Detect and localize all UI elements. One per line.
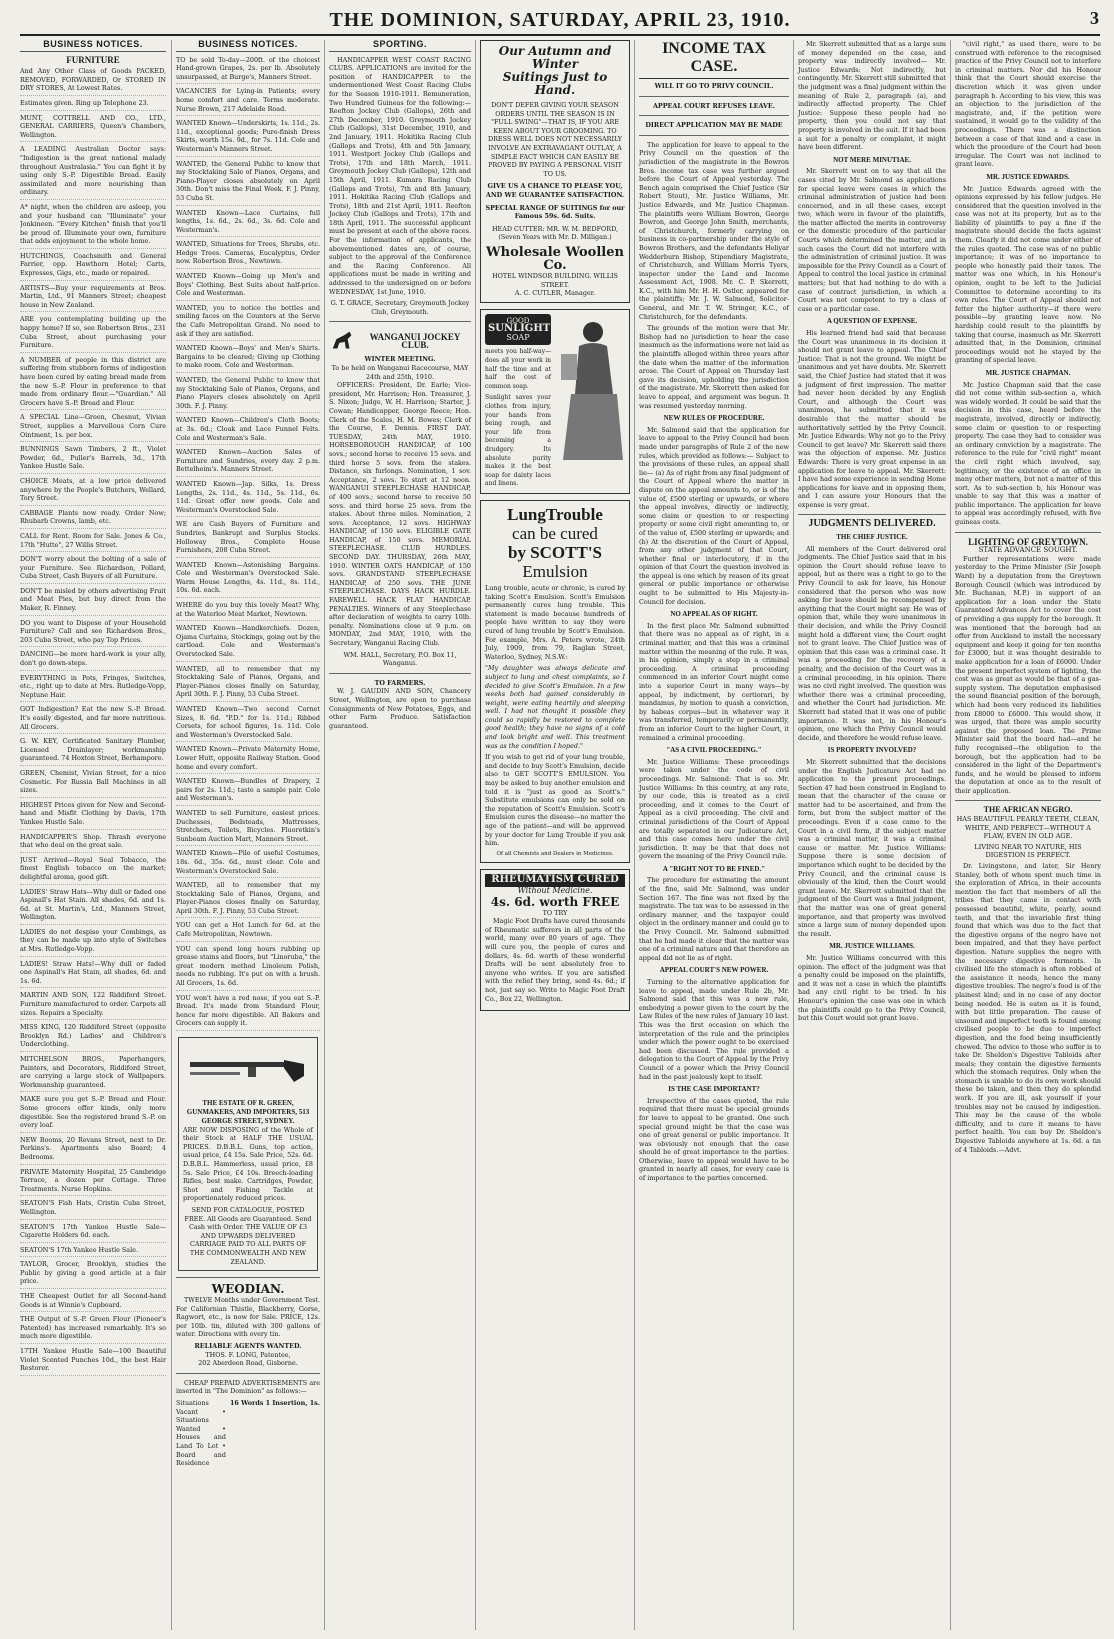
negro-subheading: HAS BEAUTIFUL PEARLY TEETH, CLEAN, WHITE, AND PERFECT—WITHOUT A FLAW, EVEN IN OLD AGE. [956, 815, 1100, 841]
classified-ad: THE Output of S.-P. Green Flour (Pioneer's Patented) has increased remarkably. It's so much more digestible. [20, 1315, 166, 1344]
classified-ad: TO be sold To-day—200ft. of the choicest Hand-grown Grapes, 2s. per lb. Absolutely unsurpassed, at Burge's, Manners Street. [176, 56, 320, 85]
article-sub-2: APPEAL COURT REFUSES LEAVE. [652, 101, 776, 110]
estate-body: ARE NOW DISPOSING of the Whole of their Stock at HALF THE USUAL PRICES. D.B.B.L. Guns, top action, usual price, £4 15s. Sale Price, 52s. 6d. D.B.B.L. Hammerless, usual price, £8 5s. Sale Price, £4 10s. Breech-loading Rifles, best make. Cartridges, Powder, Shot and Fishing Tackle at proportionately reduced prices. [183, 1125, 313, 1203]
edwards-heading: MR. JUSTICE EDWARDS. [986, 172, 1070, 181]
prepaid-price: 16 Words 1 Insertion, 1s. [229, 1399, 320, 1408]
classified-ad: WANTED Known—Auction Sales of Furniture and Sundries, every day. 2 p.m. Bettelheim's. Manners Street. [176, 448, 320, 477]
expense-heading: A QUESTION OF EXPENSE. [826, 317, 918, 326]
soap-word: SOAP [506, 332, 530, 342]
classified-ad: LADIES! Straw Hats!—Why dull or faded one Aspinall's Hat Stain, all shades, 6d. and 1s. 6d. [20, 960, 166, 989]
soap-top: GOOD [506, 316, 530, 325]
classified-ad: PRIVATE Maternity Hospital, 25 Cambridge Terrace, a dozen per Cottage. Three Treatments. Nurse Hopkins. [20, 1168, 166, 1197]
right-not-fined-heading: A "RIGHT NOT TO BE FINED." [662, 864, 766, 873]
scott-line-3: by SCOTT'S [507, 542, 602, 562]
column-income-tax [634, 40, 793, 1630]
soap-body: meets you half-way—does all your work in half the time and at half the cost of common soap. [485, 348, 551, 390]
manager: A. C. CUTLER, Manager. [514, 289, 596, 298]
article-title: INCOME TAX CASE. [662, 40, 766, 75]
suitings-headline-1: Our Autumn and Winter [498, 44, 612, 71]
classified-ad: TAYLOR, Grocer, Brooklyn, studies the Public by giving a good article at a fair price. [20, 1260, 166, 1289]
classified-ad: HIGHEST Prices given for New and Second-hand and Misfit Clothing by Davis, 17th Yankee Hustle Sale. [20, 801, 166, 830]
scott-line-2: can be cured [512, 523, 598, 543]
column-display-ads [475, 40, 634, 1630]
classified-ad: LADIES do not despise your Combings, as they can be made up into style of Switches at Mrs. Rutledge-Vopp. [20, 928, 166, 957]
classified-ad: WANTED, you to notice the bottles and smiling faces on the Counters at the Serve the Cafe Metropolitan Grand. No need to ask if they are satisfied. [176, 304, 320, 341]
classified-ad: WE are Cash Buyers of Furniture and Sundries, Bankrupt and Surplus Stocks. Holloway Bros., Complete House Furnishers, 208 Cuba Street. [176, 520, 320, 557]
column-income-tax-cont [793, 40, 950, 1630]
masthead-rule [20, 34, 1100, 36]
classified-ad: BUNNINGS Sawn Timbers, 2 ft., Violet Powder, 6d., Puller's Barrels, 3d., 17th Yankee Hustle Sale. [20, 445, 166, 474]
property-heading: IS PROPERTY INVOLVED? [827, 746, 917, 755]
classified-ads-list [176, 56, 320, 1031]
classified-ad: HUTCHINGS, Coachsmith and General Farrier, opp. Hawthorn Hotel; Carts, Expresses, Gigs, etc., made or repaired. [20, 252, 166, 281]
wanganui-subheading: WINTER MEETING. [364, 355, 436, 364]
classified-ad: WANTED Known—Underskirts, 1s. 11d., 2s. 11d., exceptional goods; Pure-finish Dress Skirts, worth 15s. 9d., for 7s. 11d. Cole and Westerman's Manners Street. [176, 119, 320, 156]
williams-heading: MR. JUSTICE WILLIAMS. [829, 942, 915, 951]
negro-heading: THE AFRICAN NEGRO. [983, 805, 1073, 815]
article-body-11: His learned friend had said that because the Court was unanimous in its decision it should not grant leave to appeal. The Chief Justice: That is not the ground. We might be unanimous and yet have doubts. Mr. Skerrett said, the Chief Justice had stated that it was a judgment of first impression. The matter had never been decided by any English Court, and although the Court was unanimous, he submitted that it was desirable that the matter should be authoritatively settled by the Privy Council. Mr. Justice Edwards: Why not go to the Privy Council to get leave? Mr. Skerrett said there was the objection of expense. Mr. Justice Edwards: There is very great expense in an application for leave to appeal. Mr. Skerrett: I have had some experience in sending Home applications for leave and in opposing them, and I can assure your Honours that the expense is very great. [798, 329, 946, 509]
classified-ad: JUST Arrived—Royal Seal Tobacco, the finest English tobacco on the market; delightful aroma, good gift. [20, 856, 166, 885]
estate-title: THE ESTATE OF R. GREEN, GUNMAKERS, AND IMPORTERS, 513 GEORGE STREET, SYDNEY. [186, 1098, 310, 1125]
classified-ad: WANTED Known—Children's Cloth Boots; at 3s. 6d.; Cloak and Lace Funnel Felts. Cole and Westerman's Sale. [176, 416, 320, 445]
article-body-12: All members of the Court delivered oral judgments. The Chief Justice said that in his opinion the Court should refuse leave to appeal, but as there was a right to go to the Privy Council to ask for leave, his Honour considered that the person who was now asking for leave should be recompensed by anything that the Court might say. He was of opinion that, while they were unanimous in their decision, and while the Privy Council might hold a different view, the Court ought not to grant leave. The Chief Justice was of opinion that this case was a criminal case. It was a proceeding for the recovery of a penalty, and the decision of the Court was in a criminal proceeding, in his opinion. There was no civil right involved. The question was whether there was a criminal proceeding, and whether the Court had jurisdiction. Mr. Skerrett had stated that it was one of public importance. It was not, in his Honour's opinion, one which the Privy Council would decide, and therefore he would refuse leave. [798, 544, 946, 742]
column-heading: SPORTING. [329, 40, 471, 52]
article-body-9: Mr. Skerrett submitted that as a large sum of money depended on the case, and property was indirectly involved— Mr. Justice Edwards: Not indirectly, but contingently. Mr. Skerrett still submitted that the judgment was a final judgment within the meaning of Rule 2, paragraph (a), and indirectly affected property. The Chief Justice: Suppose these people had no property, then you could not say that property is involved in the suit. If it had been a suit for a penalty or complaint, it might have been different. [798, 40, 946, 152]
classified-ad: WANTED Known—Two second Cornet Sizes, 8. 6d. "P.D." for 1s. 11d.; Ribbed Corsets, for school figures, 1s. 11d. Cole and Westerman's Overstocked Sale. [176, 705, 320, 742]
article-body-16: Mr. Justice Edwards agreed with the opinions expressed by his fellow judges. He considered that the question involved in the case was not at its property, but as to the liability of plaintiffs to pay a fine if the magistrate should decide the facts against them. Clearly it did not come under either of the rules quoted. The case was of no public importance; it was of no importance to people who honestly paid their taxes. The matter was one which, in his Honour's opinion, ought to be left to the Judicial Committee to determine according to its own rules. The Court of Appeal should not fetter the higher authority—if there were possible—by granting leave now. No hardship could result to the plaintiffs by taking that course, inasmuch as Mr. Skerrett admitted that, in the Dominion, criminal proceedings would not be stayed by the granting of special leave. [955, 184, 1101, 365]
special-range: SPECIAL RANGE OF SUITINGS for our Famous 59s. 6d. Suits. [485, 203, 625, 221]
horse-icon [329, 327, 355, 355]
weodian-body: TWELVE Months under Government Test. For Californian Thistle, Blackberry, Gorse, Ragwort, etc., is now for Sale. PRICE, 12s. per 10lb. tin, diluted with 300 gallons of water. Directions with every tin. [176, 1296, 320, 1339]
greytown-body: Further representations were made yesterday to the Prime Minister (Sir Joseph Ward) by a deputation from the Greytown Borough Council (which was introduced by Mr. Buchanan, M.P.) in support of an application for a loan under the State Guaranteed Advances Act to cover the cost of providing a gas supply for the borough. It was mentioned that the borough had an offer from Auckland to install the necessary equipment and keep it going for ten months for £3000, but it was thought desirable to make application for a loan of £6000. Under the present imperfect system of lighting, the cost was as great as would be that of a gas-supply system. The deputation emphasised the sound financial position of the borough, which had been very reduced its liabilities from £8000 to £6000. This would show, it was urged, that there was ample security against the proposed loan. The Prime Minister said that the board had—and he fully recognised—the obligation to the borough, but the application had to be considered in the light of the Department's funds, and he would be pleased to inform the deputation at once as to the result of their application. [955, 554, 1101, 795]
classified-ad: SEATON'S 17th Yankee Hustle Sale—Cigarette Holders 6d. each. [20, 1223, 166, 1243]
weodian-heading: WEODIAN. [211, 1282, 285, 1297]
classified-ad: MAKE sure you get S.-P. Bread and Flour. Some grocers offer kinds, only more digestible. See the registered brand S.-P. on every loaf. [20, 1095, 166, 1132]
article-body-3: Mr. Salmond said that the application for leave to appeal to the Privy Council had been made under paragraphs of Rule 2 of the new rules, which provided as follows:— Subject to the provisions of these rules, an appeal shall lie— (a) As of right from any final judgment of the Court of Appeal where the matter in dispute on the appeal amounts to, or is of the value of, £500 sterling or upwards, or where the appeal involves, directly or indirectly, some claim or question to or respecting property or some civil right amounting to, or of the value of, £500 sterling or upwards; and (b) At the discretion of the Court of Appeal, from any other judgment of that Court, whether final or interlocutory, if in the opinion of that Court the question involved in the appeal is one which by reason of its great general or public importance or otherwise ought to be submitted to His Majesty-in-Council for decision. [639, 425, 789, 606]
newspaper-page [20, 8, 1100, 1633]
club-signature: G. T. GRACE, Secretary, Greymouth Jockey Club, Greymouth. [330, 299, 470, 316]
chief-justice-heading: THE CHIEF JUSTICE. [836, 533, 908, 542]
classified-ad: YOU can get a Hot Lunch for 6d. at the Cafe Metropolitan, Newtown. [176, 921, 320, 941]
chapman-heading: MR. JUSTICE CHAPMAN. [985, 368, 1071, 377]
civil-proceeding-heading: "AS A CIVIL PROCEEDING." [666, 746, 762, 755]
soap-body-2: Sunlight saves your clothes from injury, your hands from being rough, and your life from becoming a drudgery. Its absolute purity makes it the best soap for dainty laces and linens. [485, 394, 551, 488]
handicapper-notice: HANDICAPPER WEST COAST RACING CLUBS. APPLICATIONS are invited for the position of HANDICAPPER to the undermentioned West Coast Racing Clubs for the Season 1910-1911. Remuneration, Two Hundred Guineas for the following:— Reefton Jockey Club (Gallops), 26th and 27th December, 1910. Greymouth Jockey Club (Gallops), 31st December, 1910, and 2nd January, 1911. Hokitika Racing Club (Gallops and Trots), 4th and 5th January, 1911. Westport Jockey Club (Gallops and Trots), 17th and 18th March, 1911. Greymouth Jockey Club (Gallops), 12th and 15th April, 1911. Kumara Racing Club (Gallops and Trots), 7th and 8th January, 1911. Hokitika Racing Club (Gallops and Trots), 18th and 21st April, 1911. Reefton Jockey Club (Gallops and Trots), 17th and 18th April, 1911. The successful applicant must be present at each of the above races. For the information of applicants, the abovementioned dates are, of course, subject to the approval of the Conference and the Racing Conference. All applications must be made in writing and addressed to the undersigned on or before WEDNESDAY, 1st June, 1910. [329, 55, 471, 296]
wanganui-body: OFFICERS: President, Dr. Earle; Vice-president, Mr. Harrison; Hon. Treasurer, J. S. Nixon; Judge, W. H. Harrison; Starter, J. Cowan; Handicapper, George Reece; Hon. Clerk of the Scales, H. M. Bowes; Clerk of the Course, F. Dennis. FIRST DAY. TUESDAY, 24th MAY, 1910. HORSEBOROUGH HANDICAP, of 100 sovs.; second horse to receive 15 sovs. and third horse 5 sovs. from the stakes. Distance, six furlongs. Nomination, 1 sov. Acceptance, 2 sovs. To start at 12 noon. WANGANUI STEEPLECHASE HANDICAP, of 400 sovs.; second horse to receive 50 sovs. and third horse 25 sovs. from the stakes. About three miles. Nomination, 2 sovs. Acceptance, 12 sovs. HIGHWAY HANDICAP, of 150 sovs. ELIGIBLE GATE HANDICAP, of 150 sovs. MEMORIAL STEEPLECHASE. CLUB HURDLES. SECOND DAY. THURSDAY, 26th MAY, 1910. WINTER OATS HANDICAP, of 150 sovs. GRANDSTAND STEEPLECHASE HANDICAP, of 250 sovs. THE JUNE STEEPLECHASE. DAYS HACK HURDLE. FAREWELL HACK FLAT HANDICAP. PENALTIES. Winners of any Steeplechase after declaration of weights to carry 10lb. penalty. Nominations close at 9 p.m. on MONDAY, 2nd MAY, 1910, with the Secretary, Wanganui Racing Club. [329, 381, 471, 647]
wholesale-address: HOTEL WINDSOR BUILDING. WILLIS STREET. [492, 271, 618, 289]
classified-ad: ARE you contemplating building up the happy home? If so, see Robertson Bros., 231 Cuba Street, about purchasing your Furniture. [20, 315, 166, 352]
prepaid-categories: Situations Vacant • Situations Wanted • Houses and Land To Let • Board and Residence [176, 1399, 226, 1468]
scott-body: Lung trouble, acute or chronic, is cured by taking Scott's Emulsion. Scott's Emulsion permanently cures lung trouble. This statement is made because hundreds of people have written to say they were cured of lung trouble by Scott's Emulsion. For example, Mrs. A. Peters wrote, 24th July, 1909, from 79, Raglan Street, Waterloo, Sydney, N.S.W.: [485, 583, 625, 661]
agent-name: THOS. F. LONG, Patentee, [205, 1350, 291, 1359]
judgments-heading: JUDGMENTS DELIVERED. [808, 518, 936, 530]
rheumatism-ad [480, 869, 630, 1011]
article-body-15: "civil right," as used there, were to be construed with reference to the recognised practice of the Privy Council not to interfere in criminal matters. Nor did his Honour think that the Court should exercise the discretion which it was given under paragraph b. According to his view, this was an objection to the jurisdiction of the magistrate, and, if the petition were sustained, it would go to the validity of the proceedings. There was a distinction between a case of that kind and a case in which the procedure of the Court had been irregular. The Court was not inclined to grant leave. [955, 40, 1101, 169]
rheum-heading: RHEUMATISM CURED [485, 874, 625, 887]
masthead-title: THE DOMINION, SATURDAY, APRIL 23, 1910. [329, 8, 791, 31]
classified-ad: MUNT, COTTRELL AND CO., LTD., GENERAL CARRIERS, Queen's Chambers, Wellington. [20, 114, 166, 143]
article-body-8: Irrespective of the cases quoted, the rule required that there must be special grounds for leave to appeal to be granted. One such special ground might be that the case was one of great general or public importance. It was obviously not enough that the case should be of great importance to the parties. Otherwise, leave to appeal would have to be granted in nearly all cases, for every case is of importance to the parties concerned. [639, 1096, 789, 1183]
classified-ad: 17TH Yankee Hustle Sale—100 Beautiful Violet Scented Punches 10d., the best Hair Restorer. [20, 1347, 166, 1376]
article-body-13: Mr. Skerrett submitted that the decisions under the English Judicature Act had no application to the present proceedings. Section 47 had been construed in England to mean that the character of the cause or matter had to be ascertained, and from the form, but from the subject matter of the proceedings. Even if a case came to the Court in a civil form, if the subject matter was a criminal matter, it was a criminal cause or matter. Mr. Justice Williams: Suppose there is some decision of importance which ought to be decided by the Privy Council, and the criminal cause is obviously of the kind, then the Court would grant leave. Mr. Skerrett submitted that the judgment of the Court was a final judgment, that the matter was one of great general importance, and that property was involved since a large sum of money depended upon the result. [798, 757, 946, 938]
scott-footer: Of all Chemists and Dealers in Medicines. [496, 850, 614, 857]
rheum-try: TO TRY [542, 908, 568, 917]
article-body-17: Mr. Justice Chapman said that the case did not come within sub-section a, which was widely worded. It could be said that the decision in this case, heard before the magistrate, involved, directly or indirectly, some claim or question to or respecting property. The case they had to consider was an ordinary conviction by a magistrate. The reference to the rule for "civil right" meant the civil right which involved, say, legitimacy, or the existence of an office in many other matters, but not a matter of this sort. As to sub-section b, his Honour was unable to say that this was a matter of public importance. The application for leave to appeal was accordingly refused, with five guineas costs. [955, 380, 1101, 527]
rheum-sub: Without Medicine. [517, 885, 593, 895]
estate-ad [178, 1037, 318, 1271]
classified-ad: WANTED Known—Pile of useful Costumes, 18s. 6d., 35s. 6d., must clear. Cole and Westerman's Overstocked Sale. [176, 849, 320, 878]
classified-ad: And Any Other Class of Goods PACKED, REMOVED, FORWARDED, Or STORED IN DRY STORES, At Lowest Rates. [20, 67, 166, 96]
farmers-heading: TO FARMERS. [374, 678, 426, 687]
classified-ad: A* night, when the children are asleep, you and your husband can "Illuminate" your Jonkineen. "Every Kitchen" finish that you'll be proud of. Illuminate your own, furniture that adds enjoyment to the whole home. [20, 203, 166, 249]
head-cutter: HEAD CUTTER: MR. W. M. BEDFORD, (Seven Years with Mr. D. Milligan.) [491, 224, 619, 242]
classified-ad: WANTED, the General Public to know that my Stocktaking Sale of Pianos, Organs, and Piano Players closes absolutely on April 30th. F. J. Pinny. [176, 376, 320, 413]
agent-address: 202 Aberdeen Road, Gisborne. [198, 1359, 298, 1368]
classified-ad: WANTED Known—Going up Men's and Boys' Clothing. Best Suits about half-price. Cole and Westerman. [176, 272, 320, 301]
give-chance: GIVE US A CHANCE TO PLEASE YOU, AND WE GUARANTEE SATISFACTION. [485, 182, 625, 199]
wanganui-intro: To be held on Wanganui Racecourse, MAY 24th and 25th, 1910. [331, 364, 469, 381]
suitings-body: DON'T DEFER GIVING YOUR SEASON ORDERS UNTIL THE SEASON IS IN "FULL SWING"—THAT IS, IF YOU ARE KEEN ABOUT YOUR GROOMING. TO DRESS WELL DOES NOT NECESSARILY INVOLVE AN EXTRAVAGANT OUTLAY, A SIMPLE FACT WHICH CAN EASILY BE PROVED BY PAYING A PERSONAL VISIT TO US. [487, 101, 623, 178]
classified-ad: WANTED, all to remember that my Stocktaking Sale of Pianos, Organs, and Player-Pianos closes finally on Saturday, April 30th. F. J. Pinny, 53 Cuba Street. [176, 665, 320, 702]
new-rules-heading: NEW RULES OF PROCEDURE. [663, 414, 765, 423]
farmers-body: W. J. GAUDIN AND SON, Chancery Street, Wellington, are open to purchase Consignments of New Potatoes, Eggs, and other Farm Produce. Satisfaction guaranteed. [329, 687, 471, 730]
classified-ad: ARTISTS—Buy your requirements at Bros. Martin, Ltd., 91 Manners Street; cheapest house in New Zealand. [20, 284, 166, 313]
soap-brand: SUNLIGHT [488, 323, 551, 335]
column-heading: BUSINESS NOTICES. [20, 40, 166, 52]
column-heading: BUSINESS NOTICES. [176, 40, 320, 52]
classified-ad: LADIES' Straw Hats—Why dull or faded one Aspinall's Hat Stain. All shades, 6d. and 1s. 6d. at St. Martin's, Ltd., Manners Street, Wellington. [20, 888, 166, 925]
wanganui-heading: WANGANUI JOCKEY CLUB. [369, 331, 461, 351]
suitings-headline-2: Suitings Just to Hand. [502, 70, 608, 97]
greytown-heading: LIGHTING OF GREYTOWN. [968, 536, 1088, 547]
column-sporting [324, 40, 475, 1630]
classified-ad: MITCHELSON BROS., Paperhangers, Painters, and Decorators, Riddiford Street, are carrying a large stock of Wallpapers. Workmanship guaranteed. [20, 1055, 166, 1092]
classified-ad: WANTED, the General Public to know that my Stocktaking Sale of Pianos, Organs, and Piano-Player closes absolutely on April 30th. Don't miss the Final Week. F. J. Pinny, 53 Cuba St. [176, 160, 320, 206]
negro-body: Dr. Livingstone, and later, Sir Henry Stanley, both of whom spent much time in the exploration of Africa, in their accounts mention the fact that members of all the tribes that they came in contact with possessed beautiful, white, pearly, sound teeth, and that the invariable first thing found that which was due to the fact that the digestive organs of the negro have not been impaired, and that they have perfect digestion. Nature supplies the negro with the necessary digestive ferments. In civilised life the stomach is often robbed of the assistance it needs, hence the many digestive troubles. The negro's food is of the plainest kind; and in no case of any doctor being needed. He is eaten as it is found, with but little preparation. The cause of unsound and imperfect teeth is found among civilised people to be due to imperfect digestion, and the food being insufficiently chewed. The advice to those who suffer is to take Dr. Sheldon's Digestive Tabloids after meals; they contain the digestive ferments which the stomach requires. Only when the stomach is unable to do its own work should these be taken, and then they do splendid work. If you are ill, ask yourself if your troubles may not be caused by indigestion. This may be the cause of the whole difficulty, and to cure it means to have perfect health. You can buy Dr. Sheldon's Digestive Tabloids anywhere at 1s. 6d. a tin of 4 Tabloids.—Advt. [955, 862, 1101, 1154]
rheum-body: Magic Foot Drafts have cured thousands of Rheumatic sufferers in all parts of the world, many over 80 years of age. They will cure you, the people of cures and dollars, 4s. 6d. worth of these wonderful Drafts will be sent absolutely free to anyone who writes. If you are satisfied with the relief they bring, send 4s. 6d.; if not, just say so. Write to Magic Foot Draft Co., Box 22, Wellington. [485, 917, 625, 1003]
scott-quote: "My daughter was always delicate and subject to lung and chest complaints, so I decided to give Scott's Emulsion. In a few weeks both had gained considerably in weight, were eating heartily and sleeping well. I had not thought it possible they could so rapidly be restored to complete good health; they have no signs of a cold and look bright and well. This treatment was as the condition I hoped." [485, 664, 625, 750]
woman-illustration [555, 314, 625, 464]
article-body-6: The procedure for estimating the amount of the fine, said Mr. Salmond, was under Section 167. The fine was not fixed by the magistrate. The tax was to be assessed in the ordinary manner, and the taxpayer could object in the ordinary manner and could go to the Privy Council. Mr. Salmond submitted that he had made it clear that the matter was one of a criminal nature and that therefore an appeal did not lie as of right. [639, 876, 789, 962]
classified-ad: GOT Indigestion? Eat the new S.-P. Bread. It's easily digested, and far more nutritious. All Grocers. [20, 705, 166, 734]
case-important-heading: IS THE CASE IMPORTANT? [668, 1085, 760, 1094]
classified-ads-list [20, 67, 166, 1376]
rheum-price: 4s. 6d. worth FREE [490, 894, 620, 909]
classified-ad: WANTED to sell Furniture, easiest prices. Duchesses, Bedsteads, Mattresses, Stretchers, Toilets, Bicycles. Fluoretkin's Sunbeam Auction Mart, Manners Street. [176, 809, 320, 846]
scott-line-4: Emulsion [522, 561, 588, 581]
masthead [20, 8, 1100, 32]
not-mere-heading: NOT MERE MINUTIAE. [833, 155, 911, 164]
classified-ad: EVERYTHING in Pots, Fringes, Switches, etc., right up to date at Mrs. Rutledge-Vopp, Neptune Hair. [20, 674, 166, 703]
furniture-heading: FURNITURE [66, 54, 120, 65]
gun-illustration [188, 1042, 308, 1096]
article-body-2: The grounds of the motion were that Mr. Bishop had no jurisdiction to hear the case inasmuch as the informations were not laid as the plaintiffs alleged within three years after the date when the matter of the information arose. The Court of Appeal on Thursday last gave its decision, upholding the jurisdiction of the magistrate. Mr. Skerrett then asked for leave to appeal, and argument was begun. It was resumed yesterday morning. [639, 324, 789, 410]
classified-ad: THE Cheapest Outlet for all Second-hand Goods is at Winnie's Cupboard. [20, 1292, 166, 1312]
classified-ad: CHOICE Meats, at a low price delivered anywhere by the People's Butchers, Wellard, Tory Street. [20, 477, 166, 506]
column-business-notices-1 [20, 40, 170, 1630]
column-business-notices-2 [171, 40, 324, 1630]
article-body-4: In the first place Mr. Salmond submitted that there was no appeal as of right, in a criminal matter, and that this was a criminal matter within the meaning of the rule. It was, in his opinion, simply a step in a criminal proceeding. A criminal proceeding commenced in an inferior Court might come into a superior Court in many ways—by appeal, by indictment, by certiorari, by mandamus, by motion to quash a conviction, by habeas corpus—but in whatever way it was transferred, temporarily or permanently, from an inferior Court to the higher Court, it remained a criminal proceeding. [639, 621, 789, 742]
classified-ad: DANCING—be more hard-work is your ally, don't go down-steps. [20, 650, 166, 670]
scotts-emulsion-ad [480, 500, 630, 863]
scott-end: If you wish to get rid of your lung trouble, and decide to buy Scott's Emulsion, decide also to GET SCOTT'S EMULSION. You may be asked to buy another emulsion and told it is "just as good as Scott's." Substitute emulsions can only be sold on the reputation of Scott's Emulsion. Scott's Emulsion cures the disease—no matter the age of the patient—and will be approved by your doctor for Lung Trouble if you ask him. [485, 753, 625, 848]
classified-ad: HANDICAPPER'S Shop. Thrash everyone that who deal on the great sale. [20, 833, 166, 853]
reliable-agents: RELIABLE AGENTS WANTED. [194, 1342, 302, 1351]
classified-ad: A LEADING Australian Doctor says: "Indigestion is the great national malady throughout Australasia." You can fight it by using only S.-P. Digestible Bread. Easily assimilated and more nourishing than ordinary. [20, 145, 166, 200]
negro-subheading-2: LIVING NEAR TO NATURE, HIS DIGESTION IS PERFECT. [974, 842, 1082, 860]
cheap-prepaid: CHEAP PREPAID ADVERTISEMENTS are inserted in "The Dominion" as follows:— [176, 1378, 320, 1396]
send-for-catalogue: SEND FOR CATALOGUE, POSTED FREE. All Goods are Guaranteed. Send Cash with Order. THE VALUE OF £3 AND UPWARDS DELIVERED CARRIAGE PAID TO ALL PARTS OF THE COMMONWEALTH AND NEW ZEALAND. [184, 1205, 312, 1266]
classified-ad: SEATON'S Fish Hats, Cristin Cuba Street, Wellington. [20, 1199, 166, 1219]
classified-ad: MARTIN AND SON, 122 Riddiford Street. Furniture manufactured to order. Carpets all sizes. Repairs a Specialty. [20, 991, 166, 1020]
classified-ad: Estimates given. Ring up Telephone 23. [20, 99, 166, 111]
classified-ad: WANTED Known—Boys' and Men's Shirts. Bargains to be cleared; Giving up Clothing to make room. Cole and Westerman. [176, 344, 320, 373]
classified-ad: WANTED Known—Jap. Silks, 1s. Dress Lengths, 2s. 11d., 4s. 11d., 5s. 11d., 6s. 11d. Great offer new goods. Cole and Westerman's Overstocked Sale. [176, 480, 320, 517]
article-body-10: Mr. Skerrett went on to say that all the cases cited by Mr. Salmond as applications for special leave were cases in which the criminal administration of justice had been concerned, and in all these cases, except two, which were in favour of the plaintiffs, the matter affected the merits in controversy or the domestic procedure of the particular Courts which determined the matter, and in such cases the Court did not interfere with the administration of criminal justice. It was impossible for the Privy Council as a Court of Appeal to control the local justice in criminal matters; but that had nothing to do with a case of contract jurisdiction, in which a Court was not competent to try a class of case or a particular case. [798, 167, 946, 313]
classified-ad: MISS KING, 120 Riddiford Street (opposite Brooklyn Rd.) Ladies' and Children's Underclothing. [20, 1023, 166, 1052]
sunlight-soap-ad [480, 309, 630, 494]
classified-ad: CALL for Rent. Room for Sale. Jones & Co., 17th "Hutte", 27 Willis Street. [20, 532, 166, 552]
no-appeal-heading: NO APPEAL AS OF RIGHT. [670, 610, 758, 619]
classified-ad: CABBAGE Plants now ready. Order Now; Rhubarb Crowns, lamb, etc. [20, 509, 166, 529]
classified-ad: A SPECIAL Line—Green, Chesnut, Vivian Street, supplies a Marvellous Corn Cure Ointment, 1s. per box. [20, 413, 166, 442]
wanganui-signature: WM. HALL, Secretary, P.O. Box 11, Wanganui. [343, 650, 457, 668]
suitings-ad [480, 40, 630, 303]
scott-line-1: LungTrouble [507, 504, 603, 524]
classified-ad: G. W. KEY, Certificated Sanitary Plumber, Licensed Drainlayer; workmanship guaranteed. 74 Hoxton Street, Berhampore. [20, 737, 166, 766]
classified-ad: DON'T be misled by others advertising Fruit and Meat Pies, but buy direct from the Maker, R. Finney. [20, 587, 166, 616]
column-judgments-cont [950, 40, 1101, 1630]
classified-ad: WANTED, all to remember that my Stocktaking Sale of Pianos, Organs, and Player-Pianos closes finally on Saturday, April 30th. F. J. Pinny, 53 Cuba Street. [176, 881, 320, 918]
classified-ad: YOU won't have a red nose, if you eat S.-P. Bread. It's made from Standard Flour, hence far more digestible. All Bakers and Grocers can supply it. [176, 994, 320, 1031]
classified-ad: YOU can spend long hours rubbing up grease stains and floors, but "Linoruba," the great modern method Linoleum Polish, needs no rubbing. It's put on with a brush. All Grocers, 1s. 6d. [176, 945, 320, 991]
classified-ad: WANTED Known—Private Maternity Home, Lower Hutt, opposite Railway Station. Good home and every comfort. [176, 745, 320, 774]
classified-ad: GREEN, Chemist, Vivian Street, for a nice Cosmetic. For Russia Ball Machines in all sizes. [20, 769, 166, 798]
article-sub-1: WILL IT GO TO PRIVY COUNCIL. [654, 82, 774, 90]
greytown-subheading: STATE ADVANCE SOUGHT. [978, 546, 1078, 555]
classified-ad: DON'T worry about the bolting of a sale of your Furniture. See Richardson, Pollard, Cuba Street, Cash Buyers of all Furniture. [20, 555, 166, 584]
classified-ad: WANTED, Situations for Trees, Shrubs, etc. Hedge Trees. Cameras, Eucalyptus, Order now. Robertson Bros., Newtown. [176, 240, 320, 269]
article-body-1: The application for leave to appeal to the Privy Council on the question of the jurisdiction of the magistrate in the Bowron Bros. income tax case was further argued before the Court of Appeal yesterday. The Bench again comprised the Chief Justice (Sir Robert Stout), Mr. Justice Williams, Mr. Justice Edwards, and Mr. Justice Chapman. The plaintiffs were William Bowron, George Bowron, and George John Smith, merchants, of Christchurch, formerly carrying on business in co-partnership under the style of Bowron Brothers, and the defendants Heliyar Wedderburn Bishop, Stipendiary Magistrate, of Christchurch, and William Morris Tyers, inspector under the Land and Income Assessment Act, 1908. Mr. C. P. Skerrett, K.C., with him Mr. H. H. Ostler, appeared for the plaintiffs; Mr. J. W. Salmond, Solicitor-General, and Mr. T. W. Stringer, K.C., of Christchurch, for the defendants. [639, 140, 789, 321]
article-body-5: Mr. Justice Williams: These proceedings were taken under the code of civil proceedings. Mr. Salmond: That is so. Mr. Justice Williams: In this country, at any rate, by our code, this is treated as a civil proceeding, and it comes to the Court of Appeal as a civil proceeding. The civil and criminal jurisdictions of the Court of Appeal are totally separated in our Judicature Act, and this case comes here under the civil jurisdiction. It may be that that does not govern the meaning of the Privy Council rule. [639, 757, 789, 861]
article-body-7: Turning to the alternative application for leave to appeal, made under Rule 2b, Mr. Salmond said that this was a new rule, embodying a power given to the court by the Law Rules of the new rules of January 10 last. This was the first occasion on which the interpretation of the rule and the principles under which the power ought to be exercised had been discussed. The rule provided a delegation to the Court of Appeal by the Privy Council of a power which the Privy Council had in the past jealously kept to itself. [639, 978, 789, 1081]
classified-ad: WHERE do you buy this lovely Meat? Why, at the Waterloo Meat Market, Newtown. [176, 601, 320, 621]
classified-ad: SEATON'S 17th Yankee Hustle Sale. [20, 1246, 166, 1258]
page-number: 3 [1090, 8, 1100, 28]
classified-ad: WANTED Known—Astonishing Bargains. Cole and Westerman's Overstocked Sale. Warm House Lengths, 4s. 11d., 8s. 11d., 10s. 6d. each. [176, 561, 320, 598]
classified-ad: NEW Booms, 20 Revans Street, next to Dr. Perkins's. Apartments also Board; 4 Bedrooms. [20, 1136, 166, 1165]
classified-ad: WANTED Known—Handkerchiefs. Dozen, Ojama Curtains, Stockings, going out by the cartload. Cole and Westerman's Overstocked Sale. [176, 624, 320, 661]
wholesale-woollen: Wholesale Woollen Co. [486, 244, 624, 273]
classified-ad: WANTED Known—Lace Curtains, full lengths, 1s. 6d., 2s. 6d., 3s. 6d. Cole and Westerman's. [176, 209, 320, 238]
classified-ad: VACANCIES for Lying-in Patients; every home comfort and care. Terms moderate. Nurse Brown, 217 Adelaide Road. [176, 87, 320, 116]
classified-ad: DO you want to Dispose of your Household Furniture? Call and see Richardson Bros., 203 Cuba Street, who pay Top Prices. [20, 619, 166, 648]
classified-ad: WANTED Known—Bundles of Drapery, 2 pairs for 2s. 11d.; taste a sample pair. Cole and Westerman's. [176, 777, 320, 806]
appeal-courts-power-heading: APPEAL COURT'S NEW POWER. [659, 966, 769, 975]
article-body-14: Mr. Justice Williams concurred with this opinion. The effect of the judgment was that a penalty could be imposed on the plaintiffs, and it was not a case in which the plaintiffs had any civil right to be tried. In his Honour's opinion the case was one in which the plaintiffs could go to the Privy Council, but this Court would not grant leave. [798, 953, 946, 1023]
classified-ad: A NUMBER of people in this district are suffering from stubborn forms of indigestion have been cured by eating bread made from the new S.-P. Flour in preference to that made from ordinary flour.—"Guardian." All Grocers have S.-P. Bread and Flour. [20, 356, 166, 411]
article-sub-3: DIRECT APPLICATION MAY BE MADE [645, 121, 783, 130]
